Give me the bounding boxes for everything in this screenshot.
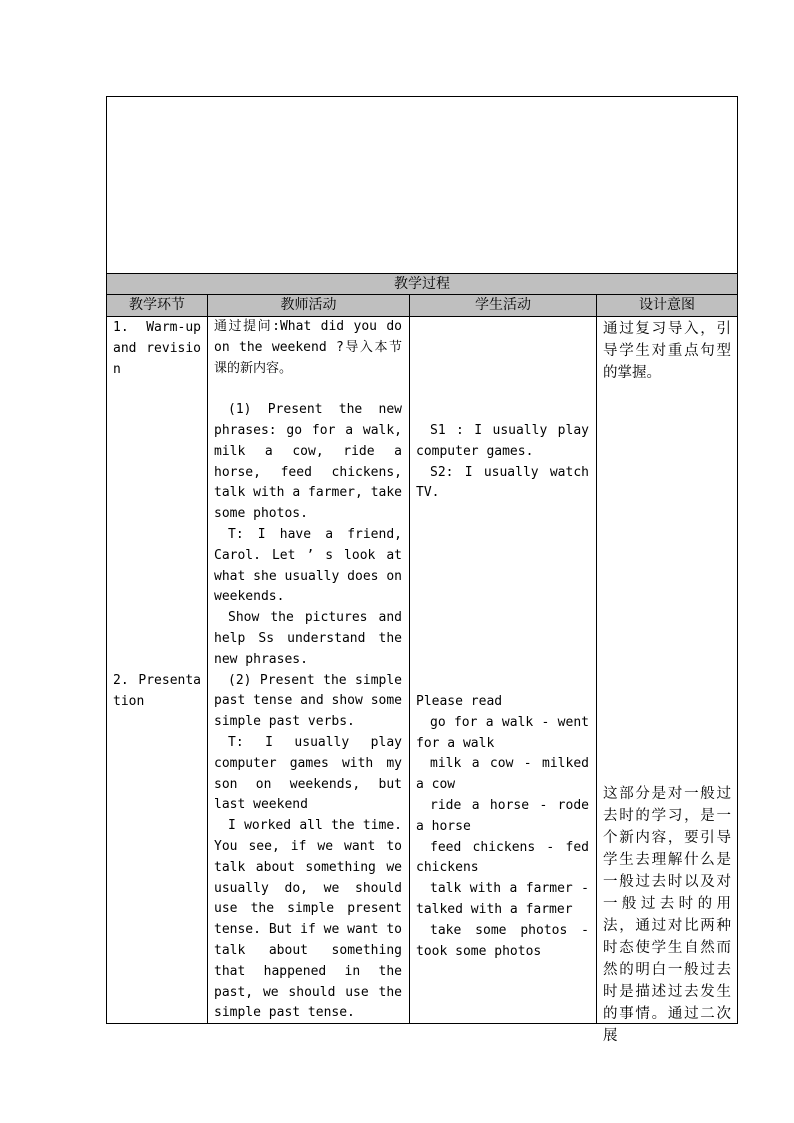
list-item: feed chickens - fed chickens	[416, 839, 589, 876]
student-column	[416, 692, 589, 962]
section-banner: 教学过程	[107, 273, 737, 295]
header-teacher: 教师活动	[280, 297, 337, 313]
lesson-table	[106, 96, 738, 1044]
stage-column	[113, 318, 201, 380]
intent-presentation: 这部分是对一般过去时的学习，是一个新内容，要引导学生去理解什么是一般过去时以及对一般过去时的用法，通过对比两种时态使学生自然而然的明白一般过去时是描述过去发生的事情。通过二次展	[603, 786, 731, 1044]
student-read: Please read	[416, 694, 503, 709]
intent-column	[603, 318, 731, 384]
column-divider	[596, 295, 597, 1023]
intent-warmup: 通过复习导入，引导学生对重点句型的掌握。	[603, 321, 731, 381]
stage-warmup: 1. Warm-up and revision	[113, 320, 201, 377]
intent-column	[603, 783, 731, 1047]
student-s2: S2: I usually watch TV.	[416, 464, 589, 501]
list-item: talk with a farmer - talked with a farmer	[416, 881, 589, 917]
list-item: go for a walk - went for a walk	[416, 714, 589, 751]
stage-presentation: 2. Presentation	[113, 673, 201, 709]
student-s1: S1 : I usually play computer games.	[416, 423, 589, 459]
teacher-example: T: I usually play computer games with my son on weekends, but last weekend	[214, 734, 402, 813]
teacher-show-pictures: Show the pictures and help Ss understand the new phrases.	[214, 610, 402, 667]
header-row	[107, 295, 737, 317]
header-stage: 教学环节	[129, 297, 185, 313]
teacher-intro: 通过提问:What did you do on the weekend ?导入本节课的新内容。	[214, 319, 402, 376]
stage-column	[113, 671, 201, 713]
header-intent: 设计意图	[639, 297, 695, 313]
teacher-explanation: I worked all the time. You see, if we want to talk about something we usually do, we should use the simple present tense. But if we want to talk about something that happened in the past, we should use the simple past tense.	[214, 818, 402, 1021]
column-divider	[207, 295, 208, 1023]
teacher-present-phrases: (1) Present the new phrases: go for a walk, milk a cow, ride a horse, feed chickens, talk with a farmer, take some photos.	[214, 402, 402, 522]
header-student: 学生活动	[475, 297, 531, 313]
student-column	[416, 421, 589, 504]
blank-area	[107, 97, 737, 273]
teacher-present-past: (2) Present the simple past tense and show some simple past verbs.	[214, 672, 402, 730]
teacher-friend: T: I have a friend, Carol. Let ’ s look at what she usually does on weekends.	[214, 526, 402, 605]
column-divider	[409, 295, 410, 1023]
list-item: take some photos - took some photos	[416, 922, 589, 959]
teacher-column	[214, 317, 402, 1024]
list-item: milk a cow - milked a cow	[416, 756, 589, 793]
list-item: ride a horse - rode a horse	[416, 797, 589, 834]
